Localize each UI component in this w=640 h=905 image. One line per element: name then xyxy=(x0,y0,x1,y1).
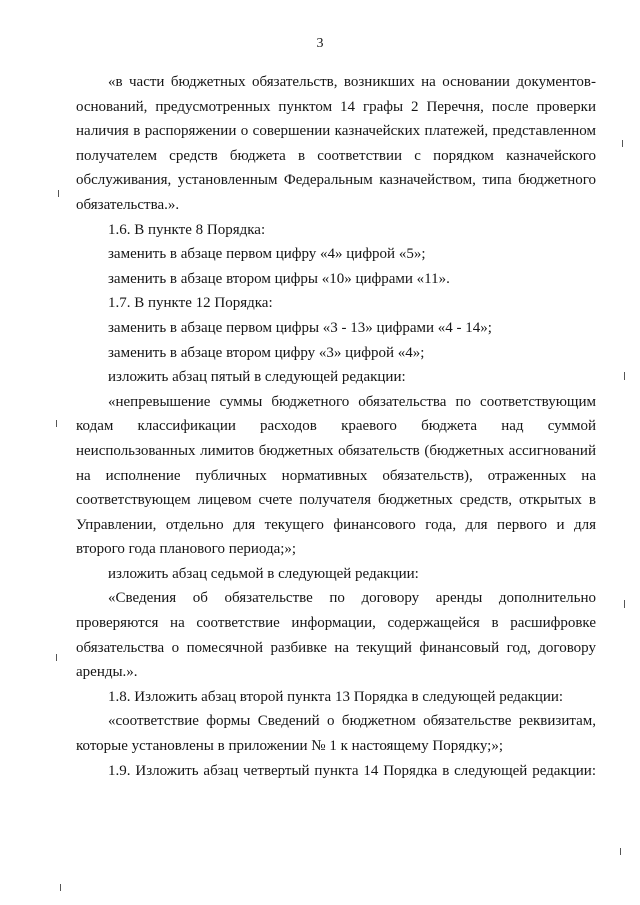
text-line: кодам классификации расходов краевого бюджета над суммой xyxy=(76,418,596,435)
text-line: 1.9. Изложить абзац четвертый пункта 14 Порядка в следующей редакции: xyxy=(108,762,596,779)
text-line: заменить в абзаце втором цифры «10» цифрами «11». xyxy=(108,270,450,287)
text-line: «в части бюджетных обязательств, возникших на основании документов- xyxy=(108,74,596,90)
scan-mark xyxy=(56,420,57,427)
text-line: проверяются на соответствие информации, содержащейся в расшифровке xyxy=(76,615,596,632)
text-line: изложить абзац пятый в следующей редакции: xyxy=(108,369,406,386)
text-line: соответствующем лицевом счете получателя бюджетных средств, открытых в xyxy=(76,492,596,509)
text-line: оснований, предусмотренных пунктом 14 графы 2 Перечня, после проверки xyxy=(76,98,596,115)
scan-mark xyxy=(622,140,623,147)
text-line: «Сведения об обязательстве по договору аренды дополнительно xyxy=(108,590,596,607)
text-line: изложить абзац седьмой в следующей редакции: xyxy=(108,565,419,582)
text-line: обслуживания, установленным Федеральным казначейством, типа бюджетного xyxy=(76,172,596,189)
text-line: на исполнение публичных нормативных обязательств), отраженных на xyxy=(76,467,596,484)
text-line: «непревышение суммы бюджетного обязательства по соответствующим xyxy=(108,393,596,410)
text-line: заменить в абзаце втором цифру «3» цифрой «4»; xyxy=(108,344,425,361)
scan-mark xyxy=(58,190,59,197)
text-line: 1.8. Изложить абзац второй пункта 13 Порядка в следующей редакции: xyxy=(108,688,564,705)
text-line: 1.7. В пункте 12 Порядка: xyxy=(108,295,273,312)
scan-mark xyxy=(56,654,57,661)
scan-mark xyxy=(624,372,625,380)
scan-mark xyxy=(620,848,621,855)
text-line: неиспользованных лимитов бюджетных обязательств (бюджетных ассигнований xyxy=(76,442,596,459)
scan-mark xyxy=(60,884,61,891)
document-body xyxy=(76,70,596,783)
text-line: обязательства.». xyxy=(76,196,180,213)
text-line: Управлении, отдельно для текущего финансового года, для первого и для xyxy=(76,516,596,533)
text-line: второго года планового периода;»; xyxy=(76,541,297,558)
text-line: которые установлены в приложении № 1 к настоящему Порядку;»; xyxy=(76,738,503,755)
text-line: 1.6. В пункте 8 Порядка: xyxy=(108,221,266,238)
text-line: аренды.». xyxy=(76,664,138,681)
text-line: наличия в распоряжении о совершении казначейских платежей, представленном xyxy=(76,123,596,140)
text-line: обязательства о помесячной разбивке на текущий финансовый год, договору xyxy=(76,639,596,656)
text-line: «соответствие формы Сведений о бюджетном обязательстве реквизитам, xyxy=(108,713,596,730)
text-line: заменить в абзаце первом цифру «4» цифрой «5»; xyxy=(108,246,426,263)
text-line: получателем средств бюджета в соответствии с порядком казначейского xyxy=(76,147,596,164)
page-number: 3 xyxy=(316,36,324,51)
scan-mark xyxy=(624,600,625,608)
text-line: заменить в абзаце первом цифры «3 - 13» цифрами «4 - 14»; xyxy=(108,319,492,336)
